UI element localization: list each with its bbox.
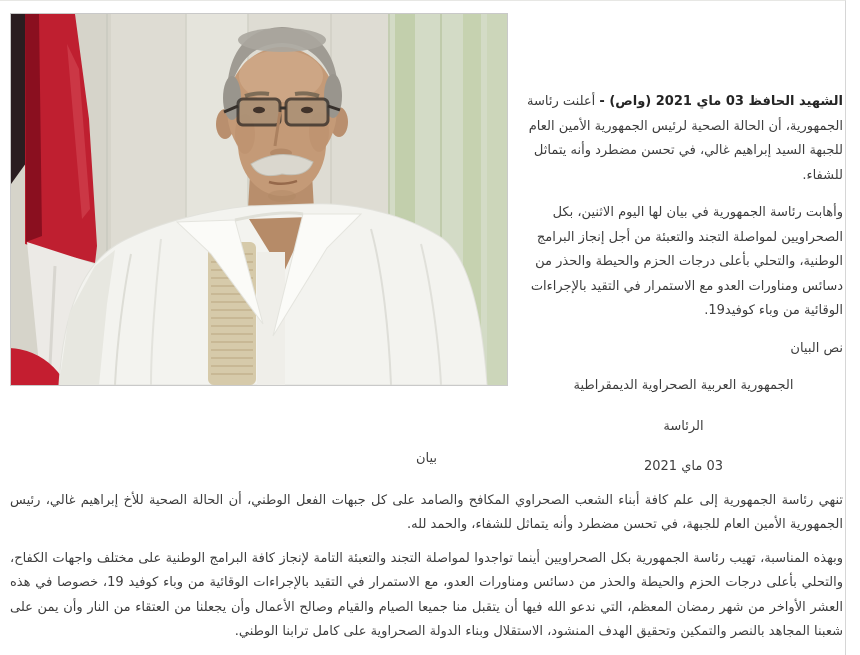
statement-republic-line: الجمهورية العربية الصحراوية الديمقراطية [573,378,794,393]
statement-paragraph-2: وبهذه المناسبة، تهيب رئاسة الجمهورية بكل الصحراويين أينما تواجدوا لمواصلة التجند والتعبئة التامة لإنجاز كافة البرامج الوطنية على مختلف واجهات الكفاح، والتحلي بأعلى درجات الحزم والحيطة والحذر من دسائس ومناورات العدو، مع الاستمرار في التقيد بالإجراءات الوقائية من وباء كوفيد 19، خصوصا في هذه العشر الأواخر من شهر رمضان المعظم، التي ندعو الله فيها أن يتقبل منا جميعا الصيام والقيام وصالح الأعمال وأن يجعلنا من العتقاء من النار وأن يمن على شعبنا المجاهد بالنصر والتمكين وتحقيق الهدف المنشود، الاستقلال وبناء الدولة الصحراوية على كامل ترابنا الوطني. [10,550,843,639]
lead-text: أعلنت رئاسة الجمهورية، أن الحالة الصحية لرئيس الجمهورية الأمين العام للجبهة السيد إبراهيم غالي، في تحسن مضطرد وأنه يتماثل للشفاء. [527,94,843,183]
dateline: الشهيد الحافظ 03 ماي 2021 (واص) - [599,94,843,109]
statement-presidency-line: الرئاسة [663,418,704,434]
lead-paragraph [524,90,843,188]
statement-paragraph-1: تنهي رئاسة الجمهورية إلى علم كافة أبناء الشعب الصحراوي المكافح والصامد على كل جبهات الفعل الوطني، أن الحالة الصحية للأخ إبراهيم غالي، رئيس الجمهورية الأمين العام للجبهة، في تحسن مضطرد وأنه يتماثل للشفاء، والحمد لله. [10,492,843,532]
president-photo-illustration [11,14,507,385]
statement-date-line: 03 ماي 2021 [643,459,723,474]
appeal-paragraph: وأهابت رئاسة الجمهورية في بيان لها اليوم الاثنين، بكل الصحراويين لمواصلة التجند والتعبئة من أجل إنجاز البرامج الوطنية، والتحلي بأعلى درجات الحزم والحيطة والحذر من دسائس ومناورات العدو مع الاستمرار في التقيد بالإجراءات الوقائية من وباء كوفيد19. [530,205,843,318]
president-photo [10,13,508,386]
article-body-column [524,90,843,496]
statement-title: بيان [415,451,438,466]
statement-intro: نص البيان [790,340,843,356]
statement-section [10,447,843,654]
